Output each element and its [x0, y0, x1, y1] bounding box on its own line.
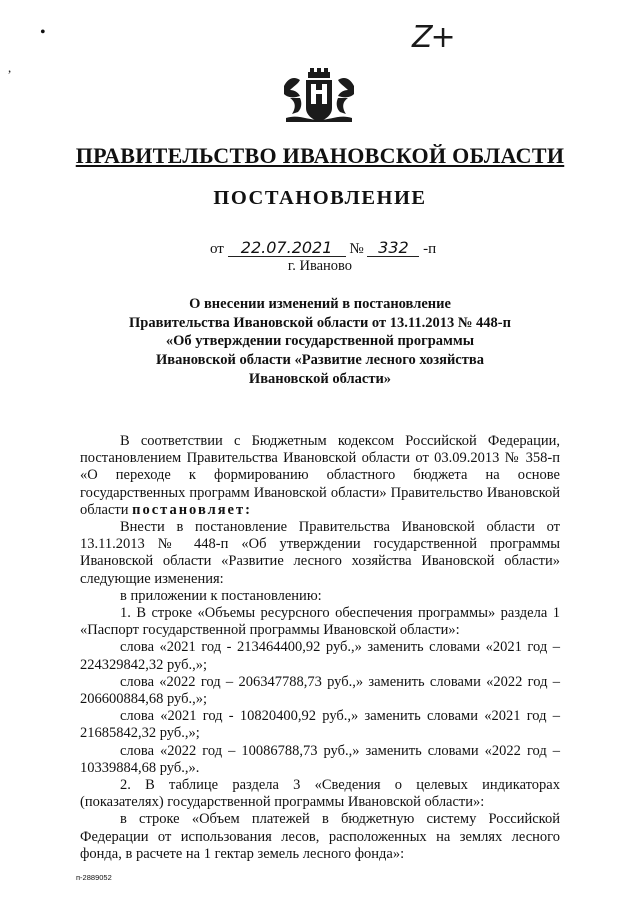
- paragraph: в строке «Объем платежей в бюджетную систему Российской Федерации от использования лесов, расположенных на землях лесного фонда, в расчете на 1 гектар земель лесного фонда»:: [80, 811, 560, 862]
- number-prefix: №: [349, 241, 364, 257]
- decree-date-line: [210, 240, 436, 258]
- subject-line: О внесении изменений в постановление: [189, 296, 451, 312]
- subject-line: Ивановской области»: [248, 370, 392, 387]
- ink-tick: ,: [8, 60, 12, 75]
- number-suffix: -п: [423, 241, 437, 257]
- handwritten-corner-mark: Z+: [412, 20, 454, 55]
- paragraph: Внести в постановление Правительства Ивановской области от 13.11.2013 № 448-п «Об утверждении государственной программы Ивановской области «Развитие лесного хозяйства Ивановской области» следующие изменения:: [80, 519, 560, 587]
- subject-line: Ивановской области «Развитие лесного хозяйства: [156, 352, 484, 369]
- city-line: г. Иваново: [287, 258, 353, 274]
- subject-line: Правительства Ивановской области от 13.11.2013 № 448-п: [129, 314, 511, 331]
- document-code: п-2889052: [76, 873, 112, 882]
- subject-line: «Об утверждении государственной программы: [165, 333, 475, 350]
- handwritten-date: 22.07.2021: [228, 240, 346, 257]
- decree-title: ПОСТАНОВЛЕНИЕ: [213, 187, 427, 209]
- paragraph: 2. В таблице раздела 3 «Сведения о целевых индикаторах (показателях) государственной программы Ивановской области»:: [80, 777, 560, 811]
- ink-dot: •: [40, 24, 46, 41]
- paragraph: слова «2021 год - 10820400,92 руб.,» заменить словами «2021 год – 21685842,32 руб.,»;: [80, 708, 560, 742]
- paragraph: слова «2022 год – 206347788,73 руб.,» заменить словами «2022 год – 206600884,68 руб.,»;: [80, 673, 560, 708]
- coat-of-arms-emblem: [278, 68, 360, 124]
- paragraph: слова «2022 год – 10086788,73 руб.,» заменить словами «2022 год – 10339884,68 руб.,».: [80, 742, 560, 776]
- handwritten-number: 332: [367, 240, 419, 257]
- paragraph: в приложении к постановлению:: [120, 587, 322, 604]
- paragraph: слова «2021 год - 213464400,92 руб.,» заменить словами «2021 год – 224329842,32 руб.,»;: [80, 639, 560, 673]
- decree-body: [80, 433, 560, 863]
- preamble-emphasis: постановляет:: [132, 501, 252, 518]
- preamble-text: В соответствии с Бюджетным кодексом Российской Федерации, постановлением Правительства Ивановской области от 03.09.2013 № 358-п «О переходе к формированию областного бюджета на основе государственных программ Ивановской области» Правительство Ивановской области: [80, 433, 560, 518]
- government-title: ПРАВИТЕЛЬСТВО ИВАНОВСКОЙ ОБЛАСТИ: [75, 143, 565, 168]
- decree-subject: [90, 295, 550, 389]
- paragraph-preamble: [80, 433, 560, 519]
- date-prefix: от: [210, 241, 224, 257]
- paragraph: 1. В строке «Объемы ресурсного обеспечения программы» раздела 1 «Паспорт государственной программы Ивановской области»:: [80, 605, 560, 639]
